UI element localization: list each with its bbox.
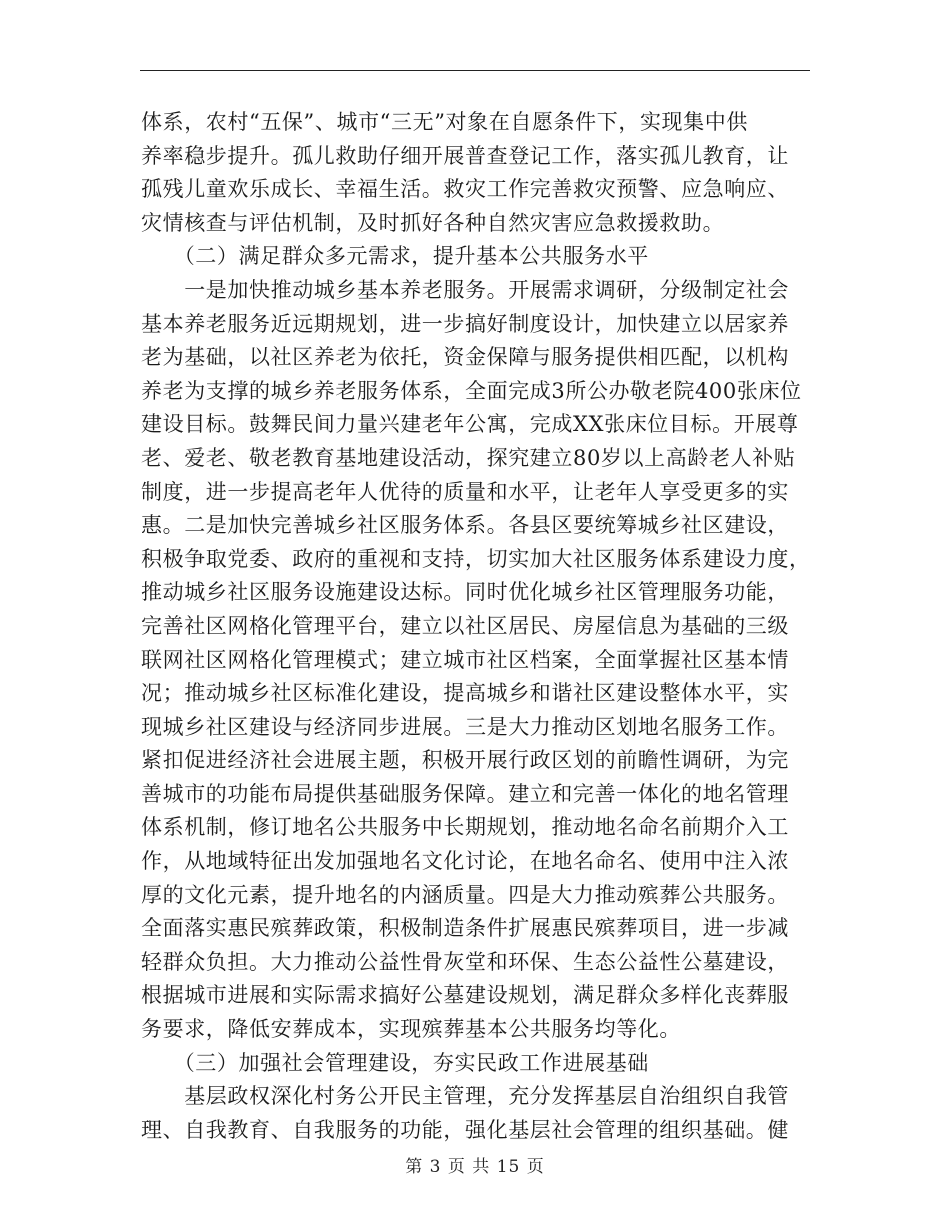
page-number-label: 第 3 页 共 15 页 bbox=[405, 1157, 545, 1177]
text-line: 体系机制，修订地名公共服务中长期规划，推动地名命名前期介入工 bbox=[141, 815, 789, 840]
section-heading: （二）满足群众多元需求，提升基本公共服务水平 bbox=[141, 244, 649, 269]
body-text bbox=[141, 106, 809, 1147]
text-line: 体系，农村“五保”、城市“三无”对象在自愿条件下，实现集中供 bbox=[141, 110, 748, 134]
text-line: 积极争取党委、政府的重视和支持，切实加大社区服务体系建设力度， bbox=[141, 546, 811, 571]
text-line: 联网社区网格化管理模式；建立城市社区档案，全面掌握社区基本情 bbox=[141, 647, 789, 672]
text-line: 善城市的功能布局提供基础服务保障。建立和完善一体化的地名管理 bbox=[141, 781, 789, 806]
text-line: 灾情核查与评估机制，及时抓好各种自然灾害应急救援救助。 bbox=[141, 210, 725, 235]
text-line: 建设目标。鼓舞民间力量兴建老年公寓，完成XX张床位目标。开展尊 bbox=[141, 412, 799, 437]
header-rule bbox=[140, 70, 810, 71]
text-line: 推动城乡社区服务设施建设达标。同时优化城乡社区管理服务功能， bbox=[141, 580, 789, 605]
section-heading: （三）加强社会管理建设，夯实民政工作进展基础 bbox=[141, 1050, 649, 1075]
text-line: 一是加快推动城乡基本养老服务。开展需求调研，分级制定社会 bbox=[141, 277, 789, 302]
text-line: 孤残儿童欢乐成长、幸福生活。救灾工作完善救灾预警、应急响应、 bbox=[141, 177, 789, 202]
text-line: 现城乡社区建设与经济同步进展。三是大力推动区划地名服务工作。 bbox=[141, 714, 789, 739]
text-line: 养老为支撑的城乡养老服务体系，全面完成3所公办敬老院400张床位 bbox=[141, 378, 802, 403]
text-line: 全面落实惠民殡葬政策，积极制造条件扩展惠民殡葬项目，进一步减 bbox=[141, 916, 789, 941]
text-line: 养率稳步提升。孤儿救助仔细开展普查登记工作，落实孤儿教育，让 bbox=[141, 143, 789, 168]
text-line: 厚的文化元素，提升地名的内涵质量。四是大力推动殡葬公共服务。 bbox=[141, 882, 789, 907]
text-line: 根据城市进展和实际需求搞好公墓建设规划，满足群众多样化丧葬服 bbox=[141, 983, 789, 1008]
text-line: 老、爱老、敬老教育基地建设活动，探究建立80岁以上高龄老人补贴 bbox=[141, 445, 796, 470]
text-line: 务要求，降低安葬成本，实现殡葬基本公共服务均等化。 bbox=[141, 1017, 681, 1042]
text-line: 基本养老服务近远期规划，进一步搞好制度设计，加快建立以居家养 bbox=[141, 311, 789, 336]
text-line: 况；推动城乡社区标准化建设，提高城乡和谐社区建设整体水平，实 bbox=[141, 681, 789, 706]
text-line: 基层政权深化村务公开民主管理，充分发挥基层自治组织自我管 bbox=[141, 1084, 789, 1109]
page-footer bbox=[0, 1152, 950, 1177]
text-line: 完善社区网格化管理平台，建立以社区居民、房屋信息为基础的三级 bbox=[141, 613, 789, 638]
text-line: 紧扣促进经济社会进展主题，积极开展行政区划的前瞻性调研，为完 bbox=[141, 748, 789, 773]
text-line: 制度，进一步提高老年人优待的质量和水平，让老年人享受更多的实 bbox=[141, 479, 789, 504]
text-line: 老为基础，以社区养老为依托，资金保障与服务提供相匹配，以机构 bbox=[141, 345, 789, 370]
text-line: 惠。二是加快完善城乡社区服务体系。各县区要统筹城乡社区建设， bbox=[141, 513, 789, 538]
text-line: 理、自我教育、自我服务的功能，强化基层社会管理的组织基础。健 bbox=[141, 1117, 789, 1142]
text-line: 作，从地域特征出发加强地名文化讨论，在地名命名、使用中注入浓 bbox=[141, 849, 789, 874]
text-line: 轻群众负担。大力推动公益性骨灰堂和环保、生态公益性公墓建设， bbox=[141, 949, 789, 974]
